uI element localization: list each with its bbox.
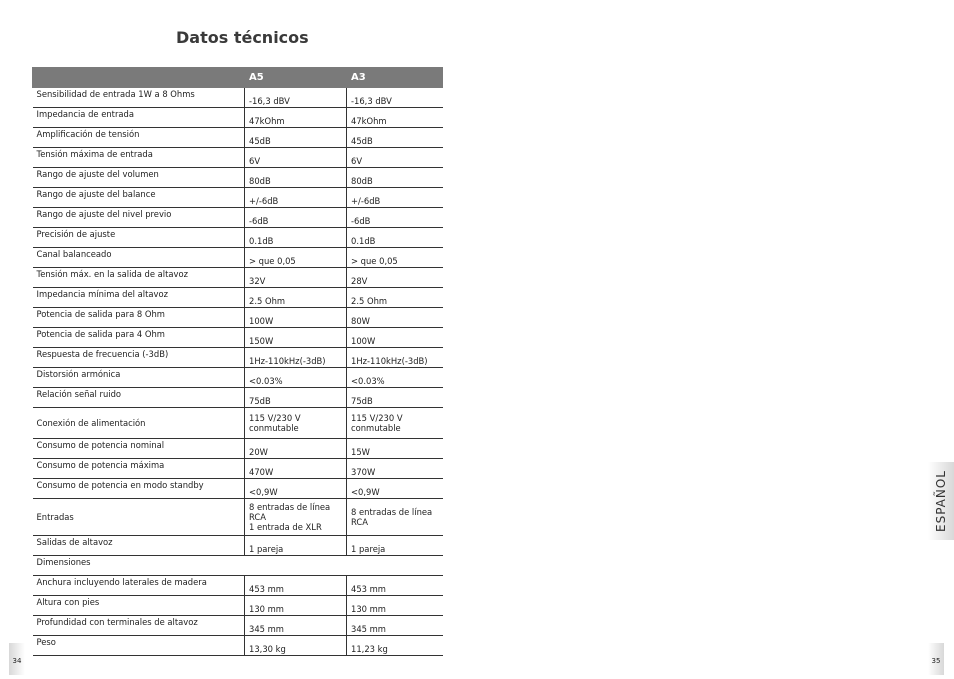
page-number-left: 34 <box>9 643 25 675</box>
spec-label: Tensión máxima de entrada <box>33 148 245 168</box>
spec-value-a5: <0,9W <box>245 479 347 499</box>
table-row <box>33 636 443 656</box>
spec-label: Entradas <box>33 499 245 536</box>
spec-value-a3: 80dB <box>347 168 443 188</box>
spec-label: Salidas de altavoz <box>33 536 245 556</box>
table-row <box>33 308 443 328</box>
spec-label: Rango de ajuste del balance <box>33 188 245 208</box>
spec-value-a3: <0.03% <box>347 368 443 388</box>
spec-label: Consumo de potencia en modo standby <box>33 479 245 499</box>
table-row <box>33 188 443 208</box>
spec-value-a5: 115 V/230 V conmutable <box>245 408 347 439</box>
spec-value-a5: 47kOhm <box>245 108 347 128</box>
spec-value-a3: 45dB <box>347 128 443 148</box>
spec-value-a5: 20W <box>245 439 347 459</box>
table-row <box>33 408 443 439</box>
spec-value-a3: 75dB <box>347 388 443 408</box>
spec-value-a5: 45dB <box>245 128 347 148</box>
table-row <box>33 576 443 596</box>
spec-value-a5: 0.1dB <box>245 228 347 248</box>
spec-label: Impedancia de entrada <box>33 108 245 128</box>
spec-value-a5: 80dB <box>245 168 347 188</box>
spec-label: Tensión máx. en la salida de altavoz <box>33 268 245 288</box>
header-a3: A3 <box>347 68 443 88</box>
spec-value-a5: 345 mm <box>245 616 347 636</box>
spec-label: Potencia de salida para 4 Ohm <box>33 328 245 348</box>
spec-label: Rango de ajuste del nivel previo <box>33 208 245 228</box>
page-title: Datos técnicos <box>176 28 309 47</box>
spec-value-a5: 1Hz-110kHz(-3dB) <box>245 348 347 368</box>
spec-value-a5: <0.03% <box>245 368 347 388</box>
section-row-dimensions <box>33 556 443 576</box>
header-a5: A5 <box>245 68 347 88</box>
spec-value-a5: 130 mm <box>245 596 347 616</box>
spec-value-a5: 1 pareja <box>245 536 347 556</box>
table-row <box>33 168 443 188</box>
spec-value-a3: -6dB <box>347 208 443 228</box>
spec-value-a5: 6V <box>245 148 347 168</box>
spec-value-a3: 28V <box>347 268 443 288</box>
table-row <box>33 248 443 268</box>
spec-label: Distorsión armónica <box>33 368 245 388</box>
spec-label: Relación señal ruido <box>33 388 245 408</box>
spec-value-a3: 11,23 kg <box>347 636 443 656</box>
page-number-right: 35 <box>928 643 944 675</box>
spec-value-a5: 32V <box>245 268 347 288</box>
spec-value-a3: 1 pareja <box>347 536 443 556</box>
spec-label: Altura con pies <box>33 596 245 616</box>
table-row <box>33 288 443 308</box>
spec-value-a5: 150W <box>245 328 347 348</box>
specifications-table <box>32 67 443 656</box>
spec-label: Peso <box>33 636 245 656</box>
table-row <box>33 479 443 499</box>
spec-value-a3: 2.5 Ohm <box>347 288 443 308</box>
spec-value-a3: 100W <box>347 328 443 348</box>
spec-value-a5: +/-6dB <box>245 188 347 208</box>
table-row <box>33 208 443 228</box>
spec-label: Consumo de potencia nominal <box>33 439 245 459</box>
table-row <box>33 88 443 108</box>
spec-label: Anchura incluyendo laterales de madera <box>33 576 245 596</box>
language-tab-label: ESPAÑOL <box>934 470 948 532</box>
spec-value-a3: -16,3 dBV <box>347 88 443 108</box>
language-tab <box>928 462 954 540</box>
spec-value-a5: 100W <box>245 308 347 328</box>
table-row <box>33 108 443 128</box>
table-row <box>33 459 443 479</box>
spec-label: Conexión de alimentación <box>33 408 245 439</box>
spec-label: Rango de ajuste del volumen <box>33 168 245 188</box>
spec-value-a5: 2.5 Ohm <box>245 288 347 308</box>
table-row <box>33 368 443 388</box>
table-row <box>33 536 443 556</box>
spec-value-a5: 75dB <box>245 388 347 408</box>
table-row <box>33 228 443 248</box>
spec-label: Impedancia mínima del altavoz <box>33 288 245 308</box>
spec-value-a3: 130 mm <box>347 596 443 616</box>
spec-value-a5: 13,30 kg <box>245 636 347 656</box>
table-row <box>33 616 443 636</box>
spec-value-a3: <0,9W <box>347 479 443 499</box>
spec-value-a5: 8 entradas de línea RCA 1 entrada de XLR <box>245 499 347 536</box>
table-row <box>33 328 443 348</box>
spec-value-a3: > que 0,05 <box>347 248 443 268</box>
spec-label: Canal balanceado <box>33 248 245 268</box>
spec-label: Profundidad con terminales de altavoz <box>33 616 245 636</box>
spec-value-a3: 370W <box>347 459 443 479</box>
spec-value-a5: -6dB <box>245 208 347 228</box>
table-row <box>33 499 443 536</box>
spec-label: Precisión de ajuste <box>33 228 245 248</box>
spec-value-a3: 0.1dB <box>347 228 443 248</box>
section-label: Dimensiones <box>33 556 443 576</box>
spec-label: Respuesta de frecuencia (-3dB) <box>33 348 245 368</box>
table-row <box>33 439 443 459</box>
spec-value-a3: 47kOhm <box>347 108 443 128</box>
spec-label: Consumo de potencia máxima <box>33 459 245 479</box>
spec-value-a3: 115 V/230 V conmutable <box>347 408 443 439</box>
spec-value-a5: 453 mm <box>245 576 347 596</box>
specifications-body <box>33 88 443 656</box>
spec-label: Amplificación de tensión <box>33 128 245 148</box>
spec-label: Sensibilidad de entrada 1W a 8 Ohms <box>33 88 245 108</box>
spec-value-a3: 80W <box>347 308 443 328</box>
spec-value-a5: -16,3 dBV <box>245 88 347 108</box>
table-row <box>33 268 443 288</box>
spec-value-a3: 6V <box>347 148 443 168</box>
table-row <box>33 348 443 368</box>
spec-value-a5: 470W <box>245 459 347 479</box>
table-header-row <box>33 68 443 88</box>
header-label-column <box>33 68 245 88</box>
table-row <box>33 128 443 148</box>
table-row <box>33 148 443 168</box>
spec-value-a5: > que 0,05 <box>245 248 347 268</box>
spec-value-a3: 8 entradas de línea RCA <box>347 499 443 536</box>
spec-value-a3: 345 mm <box>347 616 443 636</box>
table-row <box>33 596 443 616</box>
spec-label: Potencia de salida para 8 Ohm <box>33 308 245 328</box>
spec-value-a3: 15W <box>347 439 443 459</box>
spec-value-a3: +/-6dB <box>347 188 443 208</box>
spec-value-a3: 1Hz-110kHz(-3dB) <box>347 348 443 368</box>
table-row <box>33 388 443 408</box>
spec-value-a3: 453 mm <box>347 576 443 596</box>
